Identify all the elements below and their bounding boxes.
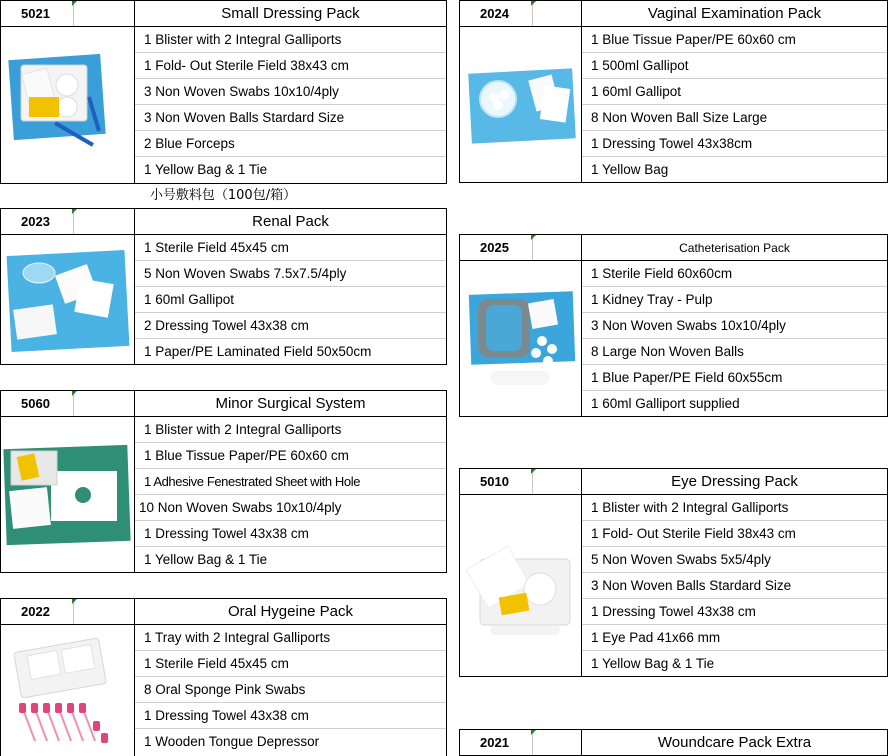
list-item: 1 Blue Tissue Paper/PE 60x60 cm bbox=[135, 443, 446, 469]
list-item: 8 Oral Sponge Pink Swabs bbox=[135, 677, 446, 703]
pack-items bbox=[135, 625, 446, 755]
pack-header bbox=[1, 1, 446, 27]
list-item: 1 Fold- Out Sterile Field 38x43 cm bbox=[582, 521, 887, 547]
pack-header bbox=[460, 730, 887, 756]
pack-items bbox=[582, 27, 887, 183]
list-item: 10 Non Woven Swabs 10x10/4ply bbox=[135, 495, 446, 521]
list-item: 1 Sterile Field 60x60cm bbox=[582, 261, 887, 287]
pack-card-5010 bbox=[459, 468, 888, 677]
chinese-caption: 小号敷料包（100包/箱） bbox=[149, 188, 297, 203]
corner-marker-icon bbox=[531, 1, 536, 6]
pack-header bbox=[1, 599, 446, 625]
pack-card-2024 bbox=[459, 0, 888, 183]
list-item: 1 Sterile Field 45x45 cm bbox=[135, 651, 446, 677]
pack-header bbox=[460, 469, 887, 495]
list-item: 1 60ml Gallipot bbox=[135, 287, 446, 313]
list-item: 1 Wooden Tongue Depressor bbox=[144, 734, 320, 749]
list-item: 1 Yellow Bag bbox=[591, 162, 669, 177]
pack-title: Eye Dressing Pack bbox=[671, 473, 798, 490]
list-item: 1 Dressing Towel 43x38cm bbox=[582, 131, 887, 157]
corner-marker-icon bbox=[531, 235, 536, 240]
pack-code: 2022 bbox=[1, 599, 74, 624]
list-item: 3 Non Woven Balls Stardard Size bbox=[582, 573, 887, 599]
pack-header bbox=[1, 209, 446, 235]
pack-card-2025 bbox=[459, 234, 888, 417]
list-item: 1 Yellow Bag & 1 Tie bbox=[144, 162, 268, 177]
pack-code: 5010 bbox=[460, 469, 533, 494]
pack-title: Oral Hygeine Pack bbox=[227, 603, 354, 620]
product-image-renal bbox=[1, 235, 135, 364]
pack-card-2021 bbox=[459, 729, 888, 756]
list-item: 1 60ml Galliport supplied bbox=[591, 396, 740, 411]
corner-marker-icon bbox=[531, 730, 536, 735]
pack-card-2022 bbox=[0, 598, 447, 756]
list-item: 1 Kidney Tray - Pulp bbox=[582, 287, 887, 313]
list-item: 8 Non Woven Ball Size Large bbox=[582, 105, 887, 131]
list-item: 1 60ml Gallipot bbox=[582, 79, 887, 105]
product-image-eye-dressing bbox=[460, 495, 582, 676]
list-item: 1 Blue Tissue Paper/PE 60x60 cm bbox=[582, 27, 887, 53]
list-item: 3 Non Woven Swabs 10x10/4ply bbox=[135, 79, 446, 105]
list-item: 1 Blue Paper/PE Field 60x55cm bbox=[582, 365, 887, 391]
pack-items bbox=[135, 235, 446, 365]
pack-card-2023 bbox=[0, 208, 447, 365]
pack-title: Woundcare Pack Extra bbox=[657, 734, 812, 751]
list-item: 1 Eye Pad 41x66 mm bbox=[582, 625, 887, 651]
list-item: 5 Non Woven Swabs 5x5/4ply bbox=[582, 547, 887, 573]
product-image-small-dressing bbox=[1, 27, 135, 183]
corner-marker-icon bbox=[72, 1, 77, 6]
corner-marker-icon bbox=[72, 599, 77, 604]
pack-code: 5021 bbox=[1, 1, 74, 26]
list-item: 1 Dressing Towel 43x38 cm bbox=[135, 703, 446, 729]
list-item: 1 Blister with 2 Integral Galliports bbox=[135, 27, 446, 53]
list-item: 1 Adhesive Fenestrated Sheet with Hole bbox=[135, 469, 446, 495]
product-image-oral-hygeine bbox=[1, 625, 135, 756]
corner-marker-icon bbox=[531, 469, 536, 474]
pack-code: 5060 bbox=[1, 391, 74, 416]
pack-title: Renal Pack bbox=[252, 213, 329, 230]
product-image-catheterisation bbox=[460, 261, 582, 416]
list-item: 5 Non Woven Swabs 7.5x7.5/4ply bbox=[135, 261, 446, 287]
list-item: 8 Large Non Woven Balls bbox=[582, 339, 887, 365]
list-item: 1 Tray with 2 Integral Galliports bbox=[135, 625, 446, 651]
corner-marker-icon bbox=[72, 391, 77, 396]
list-item: 1 500ml Gallipot bbox=[582, 53, 887, 79]
pack-header bbox=[1, 391, 446, 417]
list-item: 2 Dressing Towel 43x38 cm bbox=[135, 313, 446, 339]
pack-items bbox=[582, 261, 887, 417]
pack-items bbox=[582, 495, 887, 677]
product-image-minor-surgical bbox=[1, 417, 135, 572]
pack-card-5021 bbox=[0, 0, 447, 184]
list-item: 1 Blister with 2 Integral Galliports bbox=[135, 417, 446, 443]
list-item: 1 Paper/PE Laminated Field 50x50cm bbox=[144, 344, 372, 359]
pack-title: Vaginal Examination Pack bbox=[647, 5, 822, 22]
list-item: 3 Non Woven Balls Stardard Size bbox=[135, 105, 446, 131]
list-item: 2 Blue Forceps bbox=[135, 131, 446, 157]
list-item: 1 Yellow Bag & 1 Tie bbox=[591, 656, 715, 671]
pack-header bbox=[460, 235, 887, 261]
corner-marker-icon bbox=[72, 209, 77, 214]
pack-title: Minor Surgical System bbox=[215, 395, 366, 412]
pack-items bbox=[135, 417, 446, 573]
pack-items bbox=[135, 27, 446, 183]
list-item: 3 Non Woven Swabs 10x10/4ply bbox=[582, 313, 887, 339]
product-image-vaginal-examination bbox=[460, 27, 582, 182]
list-item: 1 Sterile Field 45x45 cm bbox=[135, 235, 446, 261]
pack-code: 2021 bbox=[460, 730, 533, 755]
list-item: 1 Fold- Out Sterile Field 38x43 cm bbox=[135, 53, 446, 79]
pack-header bbox=[460, 1, 887, 27]
list-item: 1 Blister with 2 Integral Galliports bbox=[582, 495, 887, 521]
pack-title: Small Dressing Pack bbox=[221, 5, 360, 22]
pack-card-5060 bbox=[0, 390, 447, 573]
pack-code: 2024 bbox=[460, 1, 533, 26]
list-item: 1 Dressing Towel 43x38 cm bbox=[582, 599, 887, 625]
pack-code: 2023 bbox=[1, 209, 74, 234]
list-item: 1 Yellow Bag & 1 Tie bbox=[144, 552, 268, 567]
list-item: 1 Dressing Towel 43x38 cm bbox=[135, 521, 446, 547]
pack-title: Catheterisation Pack bbox=[679, 241, 790, 255]
pack-code: 2025 bbox=[460, 235, 533, 260]
